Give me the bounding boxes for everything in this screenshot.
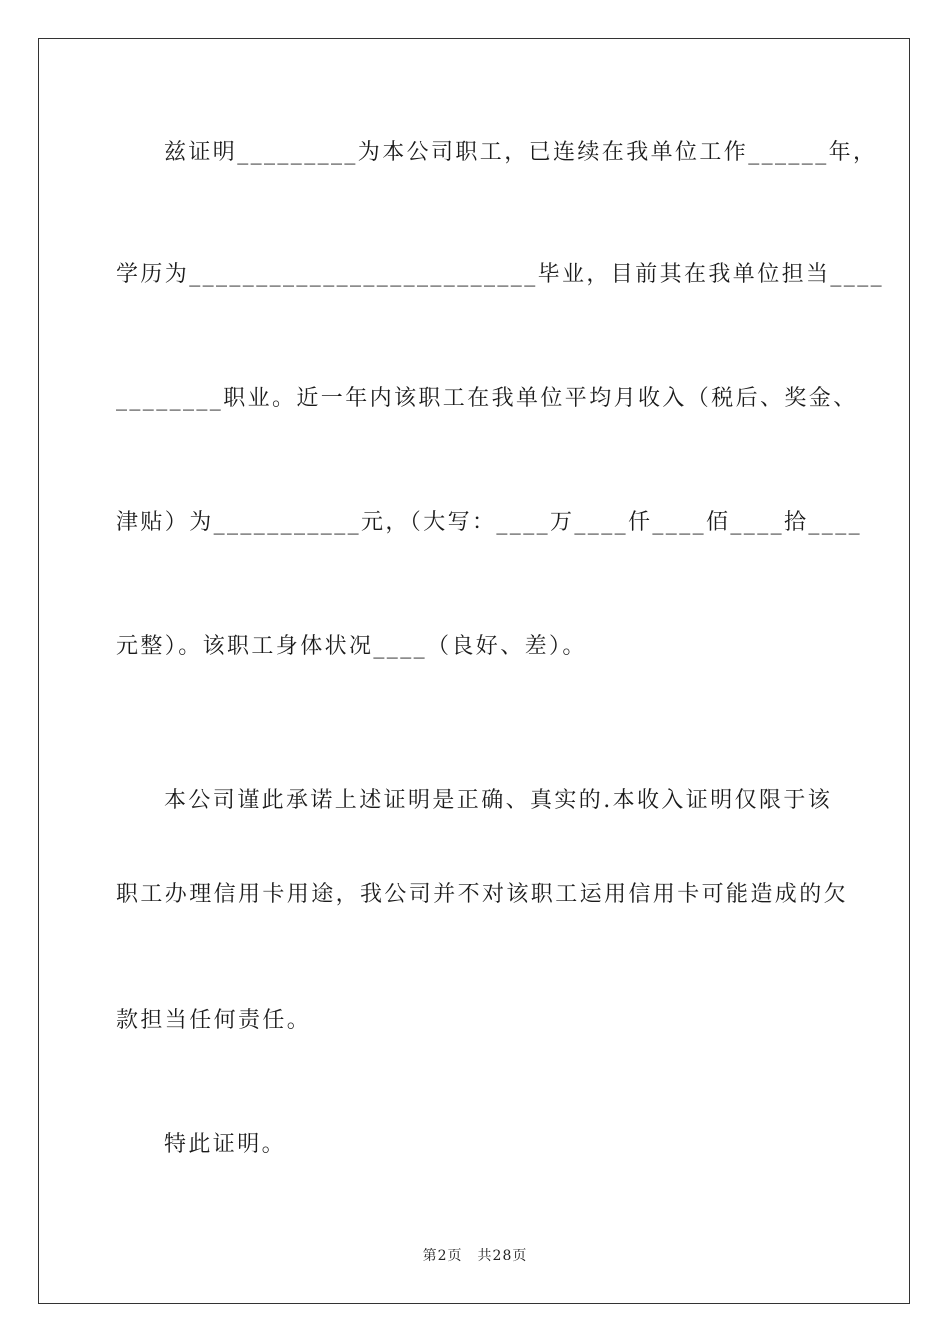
page-number: 第2页 共28页 [422,1248,528,1264]
page-border [38,38,910,1304]
paragraph-1-line-2: 学历为__________________________毕业，目前其在我单位担当____ [116,262,885,287]
paragraph-2-line-2: 职工办理信用卡用途，我公司并不对该职工运用信用卡可能造成的欠 [116,882,849,907]
paragraph-2-line-1: 本公司谨此承诺上述证明是正确、真实的.本收入证明仅限于该 [164,788,833,813]
paragraph-2-line-3: 款担当任何责任。 [116,1008,312,1033]
closing-line: 特此证明。 [164,1132,287,1157]
paragraph-1-line-5: 元整）。该职工身体状况____（良好、差）。 [116,634,587,659]
paragraph-1-line-1: 兹证明_________为本公司职工，已连续在我单位工作______年， [164,140,878,165]
paragraph-1-line-4: 津贴）为___________元，（大写：____万____仟____佰____拾____ [116,510,863,535]
paragraph-1-line-3: ________职业。近一年内该职工在我单位平均月收入（税后、奖金、 [116,386,858,411]
